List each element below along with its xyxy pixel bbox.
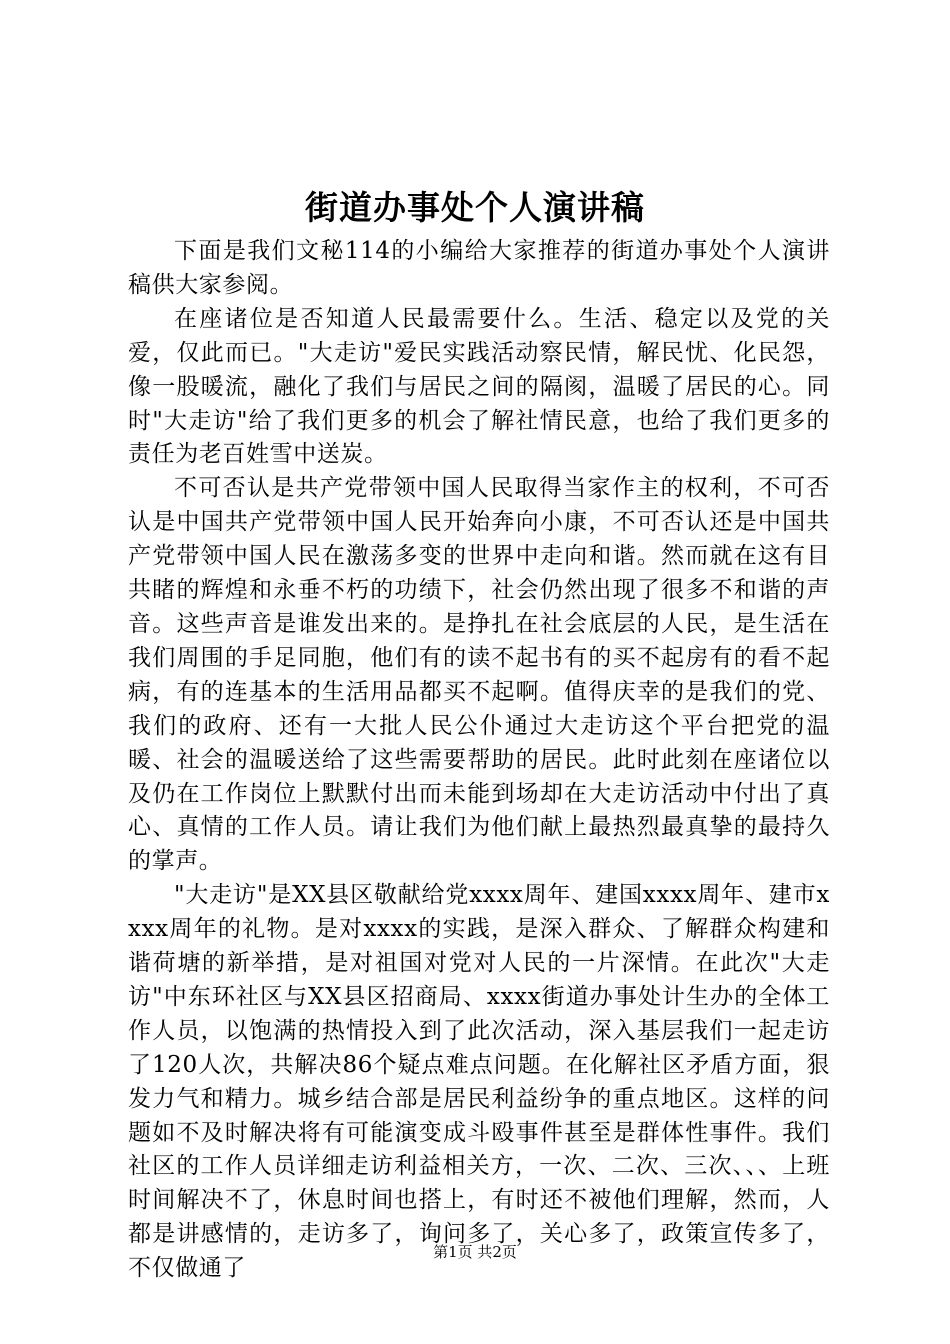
paragraph-people-needs: 在座诸位是否知道人民最需要什么。生活、稳定以及党的关爱，仅此而已。"大走访"爱民实践活动察民情，解民忧、化民怨，像一股暖流，融化了我们与居民之间的隔阂，温暖了居民的心。同时"大走访"给了我们更多的机会了解社情民意，也给了我们更多的责任为老百姓雪中送炭。 [128, 305, 830, 468]
document-title: 街道办事处个人演讲稿 [305, 188, 645, 227]
document-body [128, 235, 830, 1286]
paragraph-big-visit: "大走访"是XX县区敬献给党xxxx周年、建国xxxx周年、建市xxxx周年的礼物。是对xxxx的实践，是深入群众、了解群众构建和谐荷塘的新举措，是对祖国对党对人民的一片深情。在此次"大走访"中东环社区与XX县区招商局、xxxx街道办事处计生办的全体工作人员，以饱满的热情投入到了此次活动，深入基层我们一起走访了120人次，共解决86个疑点难点问题。在化解社区矛盾方面，狠发力气和精力。城乡结合部是居民利益纷争的重点地区。这样的问题如不及时解决将有可能演变成斗殴事件甚至是群体性事件。我们社区的工作人员详细走访利益相关方，一次、二次、三次、、、上班时间解决不了，休息时间也搭上，有时还不被他们理解，然而，人都是讲感情的，走访多了，询问多了，关心多了，政策宣传多了，不仅做通了 [128, 882, 830, 1282]
paragraph-party-leadership: 不可否认是共产党带领中国人民取得当家作主的权利，不可否认是中国共产党带领中国人民开始奔向小康，不可否认还是中国共产党带领中国人民在激荡多变的世界中走向和谐。然而就在这有目共睹的辉煌和永垂不朽的功绩下，社会仍然出现了很多不和谐的声音。这些声音是谁发出来的。是挣扎在社会底层的人民，是生活在我们周围的手足同胞，他们有的读不起书有的买不起房有的看不起病，有的连基本的生活用品都买不起啊。值得庆幸的是我们的党、我们的政府、还有一大批人民公仆通过大走访这个平台把党的温暖、社会的温暖送给了这些需要帮助的居民。此时此刻在座诸位以及仍在工作岗位上默默付出而未能到场却在大走访活动中付出了真心、真情的工作人员。请让我们为他们献上最热烈最真挚的最持久的掌声。 [128, 475, 830, 875]
paragraph-intro: 下面是我们文秘114的小编给大家推荐的街道办事处个人演讲稿供大家参阅。 [128, 238, 830, 298]
page-footer: 第1页 共2页 [433, 1243, 517, 1261]
